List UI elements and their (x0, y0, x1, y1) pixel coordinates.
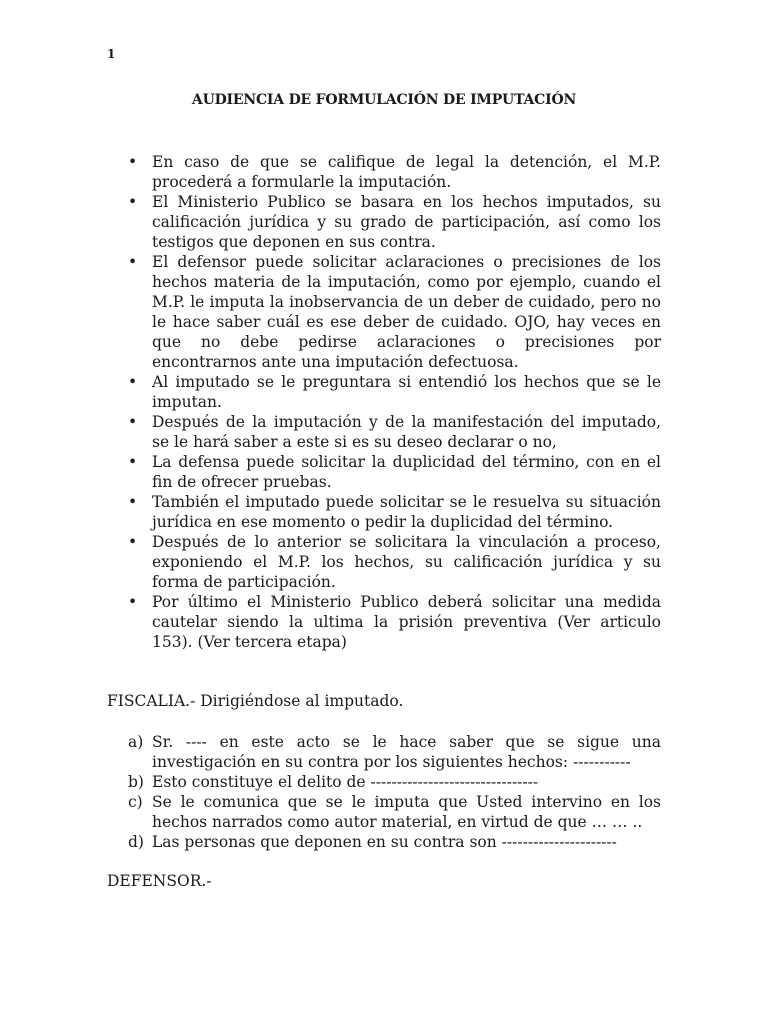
bullet-item: • Por último el Ministerio Publico deberá solicitar una medida cautelar siendo la ultima la prisión preventiva (Ver articulo 153). (Ver tercera etapa) (128, 592, 661, 652)
bullet-item: • También el imputado puede solicitar se le resuelva su situación jurídica en ese momento o pedir la duplicidad del término. (128, 492, 661, 532)
list-item-text: Se le comunica que se le imputa que Usted intervino en los hechos narrados como autor material, en virtud de que … … .. (152, 793, 661, 831)
fiscalia-item (128, 732, 661, 772)
list-item-text: Sr. ---- en este acto se le hace saber que se sigue una investigación en su contra por los siguientes hechos: ----------- (152, 733, 661, 771)
defensor-heading: DEFENSOR.- (107, 872, 212, 890)
bullet-item: • El defensor puede solicitar aclaraciones o precisiones de los hechos materia de la imputación, como por ejemplo, cuando el M.P. le imputa la inobservancia de un deber de cuidado, pero no le hace saber cuál es ese deber de cuidado. OJO, hay veces en que no debe pedirse aclaraciones o precisiones por encontrarnos ante una imputación defectuosa. (128, 252, 661, 372)
document-title: AUDIENCIA DE FORMULACIÓN DE IMPUTACIÓN (191, 92, 577, 108)
list-marker: d) (128, 833, 144, 851)
bullet-item: • Después de lo anterior se solicitara la vinculación a proceso, exponiendo el M.P. los hechos, su calificación jurídica y su forma de participación. (128, 532, 661, 592)
list-item-text: Esto constituye el delito de -------------------------------- (152, 773, 539, 791)
list-marker: b) (128, 773, 144, 791)
list-marker: c) (128, 793, 143, 811)
list-item-text: Las personas que deponen en su contra son ---------------------- (152, 833, 617, 851)
fiscalia-item (128, 772, 661, 792)
bullet-item: • La defensa puede solicitar la duplicidad del término, con en el fin de ofrecer pruebas. (128, 452, 661, 492)
bullet-item: • El Ministerio Publico se basara en los hechos imputados, su calificación jurídica y su grado de participación, así como los testigos que deponen en sus contra. (128, 192, 661, 252)
procedure-bullet-list (128, 152, 661, 652)
page-number: 1 (107, 47, 116, 61)
fiscalia-item-list (128, 732, 661, 852)
fiscalia-item (128, 832, 661, 852)
bullet-item: • Al imputado se le preguntara si entendió los hechos que se le imputan. (128, 372, 661, 412)
fiscalia-item (128, 792, 661, 832)
fiscalia-heading: FISCALIA.- Dirigiéndose al imputado. (107, 692, 404, 710)
bullet-item: • En caso de que se califique de legal la detención, el M.P. procederá a formularle la imputación. (128, 152, 661, 192)
bullet-item: • Después de la imputación y de la manifestación del imputado, se le hará saber a este si es su deseo declarar o no, (128, 412, 661, 452)
list-marker: a) (128, 733, 144, 751)
